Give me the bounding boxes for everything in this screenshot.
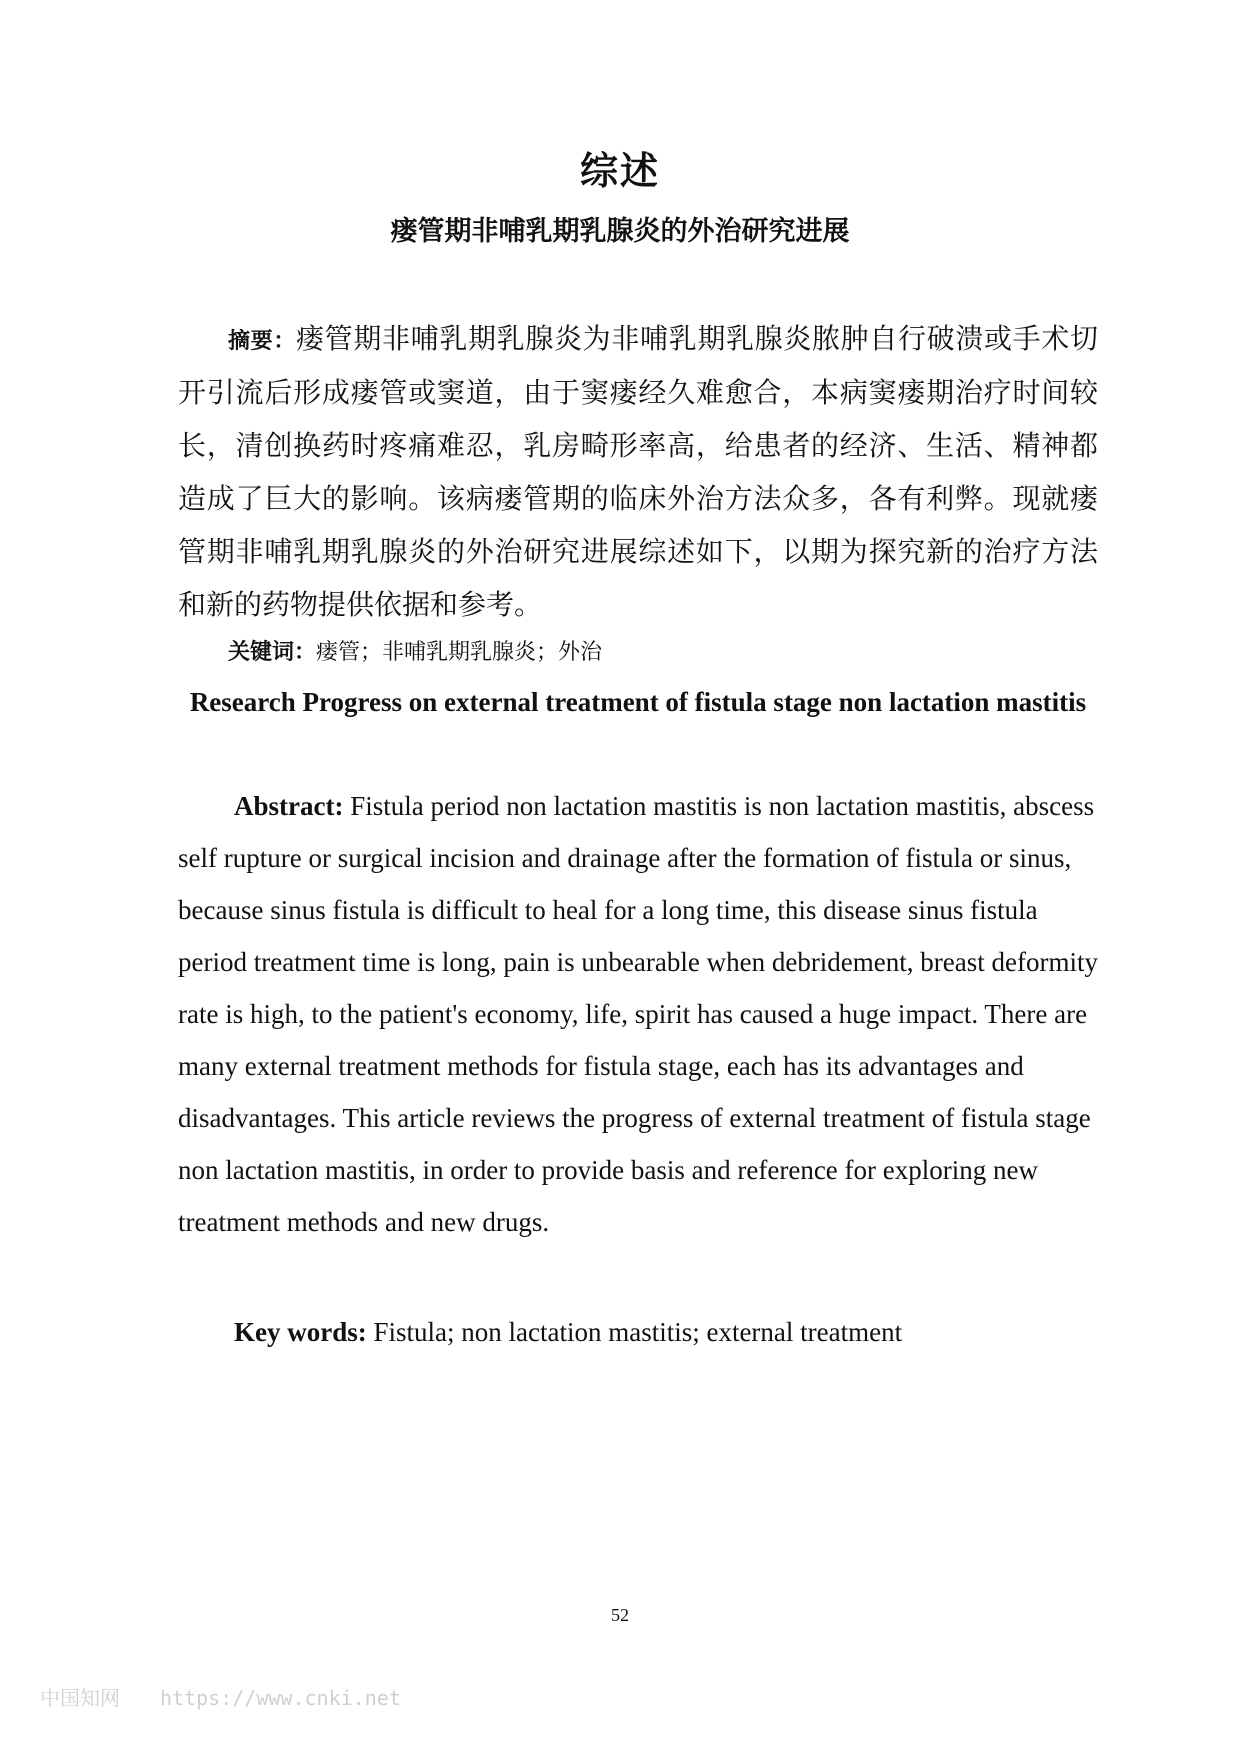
chinese-abstract-label: 摘要：: [228, 328, 296, 353]
english-keywords-label: Key words:: [234, 1317, 367, 1347]
chinese-keywords-text: 瘘管；非哺乳期乳腺炎；外治: [316, 639, 603, 664]
chinese-article-title: 瘘管期非哺乳期乳腺炎的外治研究进展: [390, 216, 850, 246]
chinese-keywords: [228, 632, 1098, 672]
chinese-abstract: [178, 313, 1098, 632]
watermark: [40, 1682, 401, 1711]
chinese-keywords-label: 关键词：: [228, 639, 317, 664]
chinese-abstract-text: 瘘管期非哺乳期乳腺炎为非哺乳期乳腺炎脓肿自行破溃或手术切开引流后形成瘘管或窦道，由于窦瘘经久难愈合，本病窦瘘期治疗时间较长，清创换药时疼痛难忍，乳房畸形率高，给患者的经济、生活、精神都造成了巨大的影响。该病瘘管期的临床外治方法众多，各有利弊。现就瘘管期非哺乳期乳腺炎的外治研究进展综述如下，以期为探究新的治疗方法和新的药物提供依据和参考。: [178, 324, 1098, 621]
english-abstract: [178, 780, 1098, 1248]
watermark-url: https://www.cnki.net: [160, 1686, 401, 1710]
english-abstract-label: Abstract:: [234, 791, 344, 821]
page-number: 52: [611, 1605, 629, 1625]
english-article-title: Research Progress on external treatment of fistula stage non lactation mastitis: [189, 687, 1087, 717]
english-abstract-text: Fistula period non lactation mastitis is non lactation mastitis, abscess self rupture or surgical incision and drainage after the formation of fistula or sinus, because sinus fistula is difficult to heal for a long time, this disease sinus fistula period treatment time is long, pain is unbearable when debridement, breast deformity rate is high, to the patient's economy, life, spirit has caused a huge impact. There are many external treatment methods for fistula stage, each has its advantages and disadvantages. This article reviews the progress of external treatment of fistula stage non lactation mastitis, in order to provide basis and reference for exploring new treatment methods and new drugs.: [178, 791, 1098, 1237]
english-keywords-text: Fistula; non lactation mastitis; external treatment: [373, 1317, 903, 1347]
section-heading: 综述: [579, 151, 660, 193]
watermark-brand: 中国知网: [40, 1686, 120, 1710]
english-keywords: [234, 1306, 1098, 1358]
